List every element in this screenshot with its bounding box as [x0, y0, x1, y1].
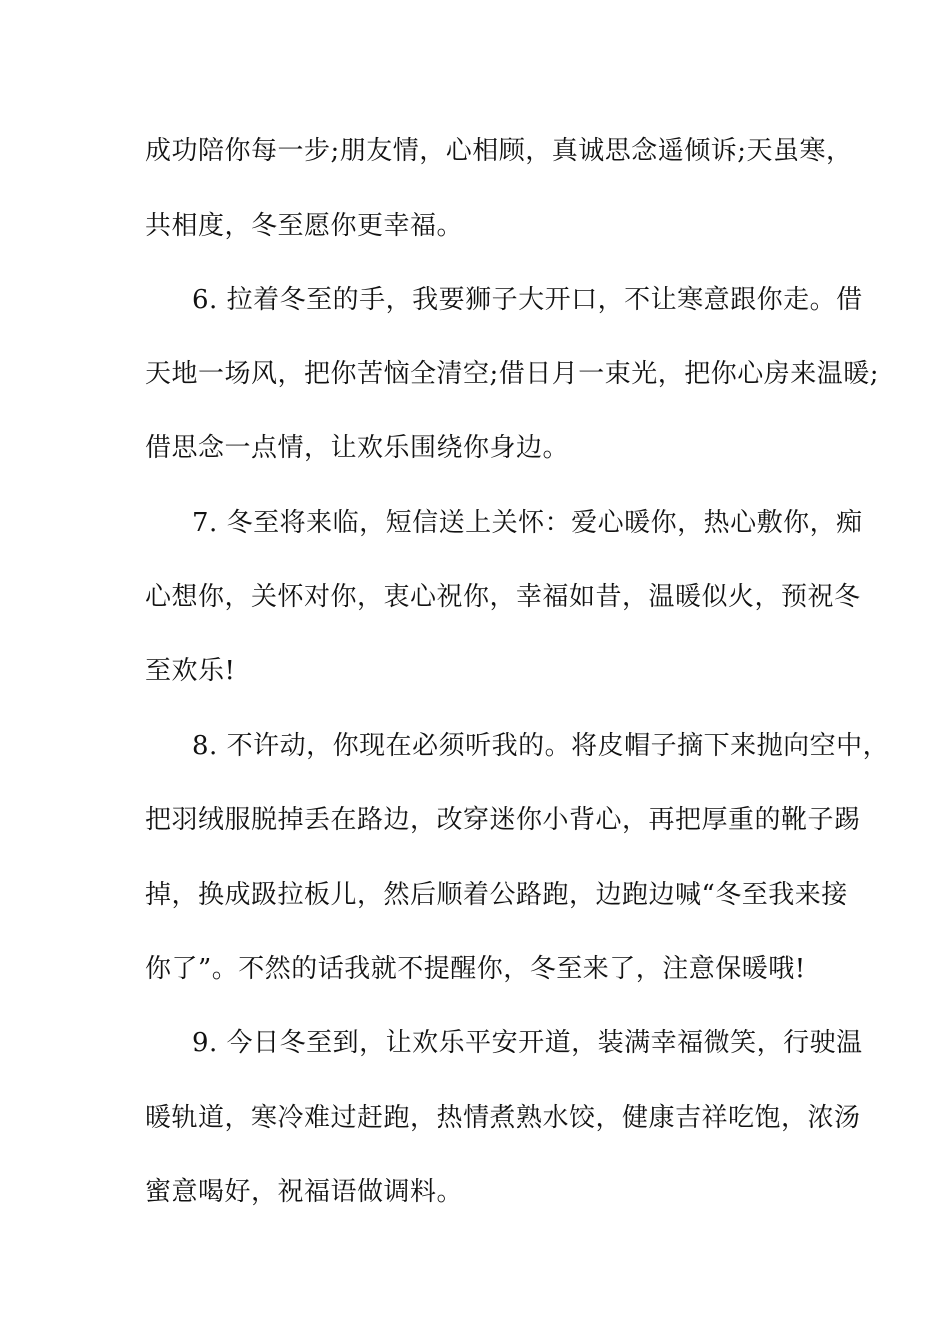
text-line: 9. 今日冬至到，让欢乐平安开道，装满幸福微笑，行驶温 — [192, 1028, 863, 1058]
text-line: 至欢乐! — [145, 656, 236, 686]
text-line: 6. 拉着冬至的手，我要狮子大开口，不让寒意跟你走。借 — [192, 285, 863, 315]
text-line: 你了”。不然的话我就不提醒你，冬至来了，注意保暖哦! — [145, 954, 806, 984]
text-line: 共相度，冬至愿你更幸福。 — [145, 211, 464, 241]
text-line: 蜜意喝好，祝福语做调料。 — [145, 1177, 464, 1207]
text-line: 成功陪你每一步;朋友情，心相顾，真诚思念遥倾诉;天虽寒， — [145, 136, 853, 166]
text-line: 把羽绒服脱掉丢在路边，改穿迷你小背心，再把厚重的靴子踢 — [145, 805, 861, 835]
text-line: 借思念一点情，让欢乐围绕你身边。 — [145, 433, 570, 463]
text-line: 心想你，关怀对你，衷心祝你，幸福如昔，温暖似火，预祝冬 — [145, 582, 861, 612]
text-line: 掉，换成趿拉板儿，然后顺着公路跑，边跑边喊“冬至我来接 — [145, 880, 848, 910]
text-line: 暖轨道，寒冷难过赶跑，热情煮熟水饺，健康吉祥吃饱，浓汤 — [145, 1103, 861, 1133]
text-line: 7. 冬至将来临，短信送上关怀：爱心暖你，热心敷你，痴 — [192, 508, 863, 538]
text-line: 天地一场风，把你苦恼全清空;借日月一束光，把你心房来温暖; — [145, 359, 880, 389]
text-line: 8. 不许动，你现在必须听我的。将皮帽子摘下来抛向空中， — [192, 731, 890, 761]
